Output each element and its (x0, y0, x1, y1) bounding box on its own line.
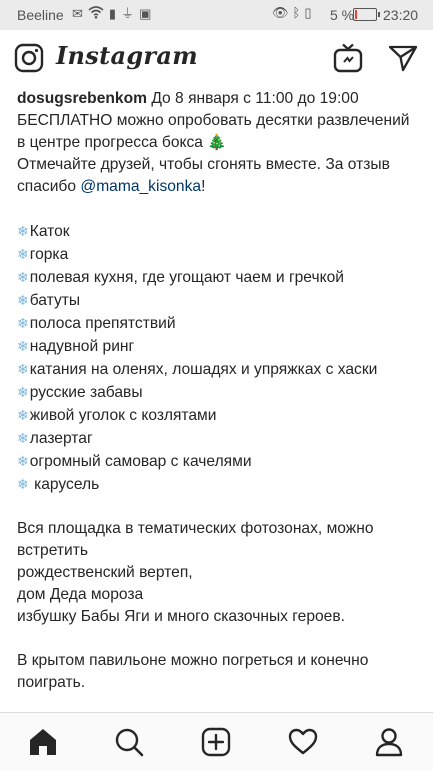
direct-message-icon[interactable] (388, 43, 418, 78)
snowflake-icon: ❄ (17, 338, 29, 354)
activity-text: катания на оленях, лошадях и упряжках с хаски (29, 361, 378, 378)
photozones-line: дом Деда мороза (17, 586, 144, 603)
activity-text: батуты (29, 292, 81, 309)
image-notification-icon: ▣ (139, 6, 152, 21)
snowflake-icon: ❄ (17, 269, 29, 285)
activity-item (17, 335, 422, 358)
activity-text: Каток (29, 223, 70, 240)
snowflake-icon: ❄ (17, 430, 29, 446)
photozones-line: рождественский вертеп, (17, 564, 193, 581)
profile-icon[interactable] (374, 727, 404, 757)
post-username[interactable]: dosugsrebenkom (17, 90, 147, 107)
activity-text: карусель (29, 476, 100, 493)
snowflake-icon: ❄ (17, 361, 29, 377)
wifi-icon (88, 5, 104, 23)
activity-text: надувной ринг (29, 338, 135, 355)
status-bar (0, 0, 433, 30)
snowflake-icon: ❄ (17, 476, 29, 492)
photozones-line: Вся площадка в тематических фотозонах, можно встретить (17, 520, 374, 559)
bottom-tab-bar (0, 712, 433, 771)
home-icon[interactable] (28, 727, 58, 757)
battery-fill (355, 10, 357, 19)
activity-item (17, 450, 422, 473)
carrier-label: Beeline (17, 7, 64, 23)
camera-icon[interactable] (14, 43, 44, 78)
battery-icon (353, 8, 377, 21)
activity-item (17, 312, 422, 335)
activity-text: русские забавы (29, 384, 143, 401)
activity-item (17, 427, 422, 450)
status-time: 23:20 (383, 7, 419, 23)
post-caption (17, 88, 422, 712)
bluetooth-icon: ᛒ (292, 5, 301, 20)
igtv-icon[interactable] (333, 43, 363, 78)
snowflake-icon: ❄ (17, 246, 29, 262)
search-icon[interactable] (114, 727, 144, 757)
activity-item (17, 220, 422, 243)
activity-text: лазертаг (29, 430, 93, 447)
caption-intro (17, 88, 422, 154)
snowflake-icon: ❄ (17, 384, 29, 400)
activity-item (17, 381, 422, 404)
caption-tag-end: ! (201, 178, 206, 195)
activity-text: живой уголок с козлятами (29, 407, 217, 424)
app-header (0, 30, 433, 86)
activity-item (17, 266, 422, 289)
activity-text: полевая кухня, где угощают чаем и гречкой (29, 269, 344, 286)
eye-icon: 👁 (272, 5, 289, 20)
activity-item (17, 358, 422, 381)
vibrate-icon: ▯ (304, 5, 312, 20)
caption-tag-line (17, 154, 422, 198)
battery-percent: 5 % (330, 7, 355, 23)
photozones-line: избушку Бабы Яги и много сказочных героев. (17, 608, 345, 625)
battery-saver-icon: ▮ (108, 6, 117, 21)
notification-icon: ✉ (72, 6, 83, 21)
activity-item (17, 404, 422, 427)
instagram-logo: Instagram (56, 41, 198, 70)
caption-tag-text: Отмечайте друзей, чтобы сгонять вместе. За отзыв спасибо (17, 156, 390, 195)
activity-text: огромный самовар с качелями (29, 453, 252, 470)
new-post-icon[interactable] (201, 727, 231, 757)
activity-item (17, 243, 422, 266)
caption-intro-text: До 8 января с 11:00 до 19:00 БЕСПЛАТНО можно опробовать десятки развлечений в центре прогресса бокса (17, 90, 410, 151)
activities-list (17, 220, 422, 496)
snowflake-icon: ❄ (17, 223, 29, 239)
mention-link[interactable]: @mama_kisonka (80, 178, 202, 195)
snowflake-icon: ❄ (17, 292, 29, 308)
activity-text: горка (29, 246, 69, 263)
pavilion-text: В крытом павильоне можно погреться и конечно поиграть. (17, 652, 369, 691)
snowflake-icon: ❄ (17, 453, 29, 469)
activity-text: полоса препятствий (29, 315, 176, 332)
snowflake-icon: ❄ (17, 315, 29, 331)
snowflake-icon: ❄ (17, 407, 29, 423)
activity-item (17, 473, 422, 496)
activity-heart-icon[interactable] (288, 727, 318, 757)
activity-item (17, 289, 422, 312)
christmas-tree-emoji: 🎄 (207, 134, 227, 151)
usb-icon: ⏚ (121, 6, 135, 21)
